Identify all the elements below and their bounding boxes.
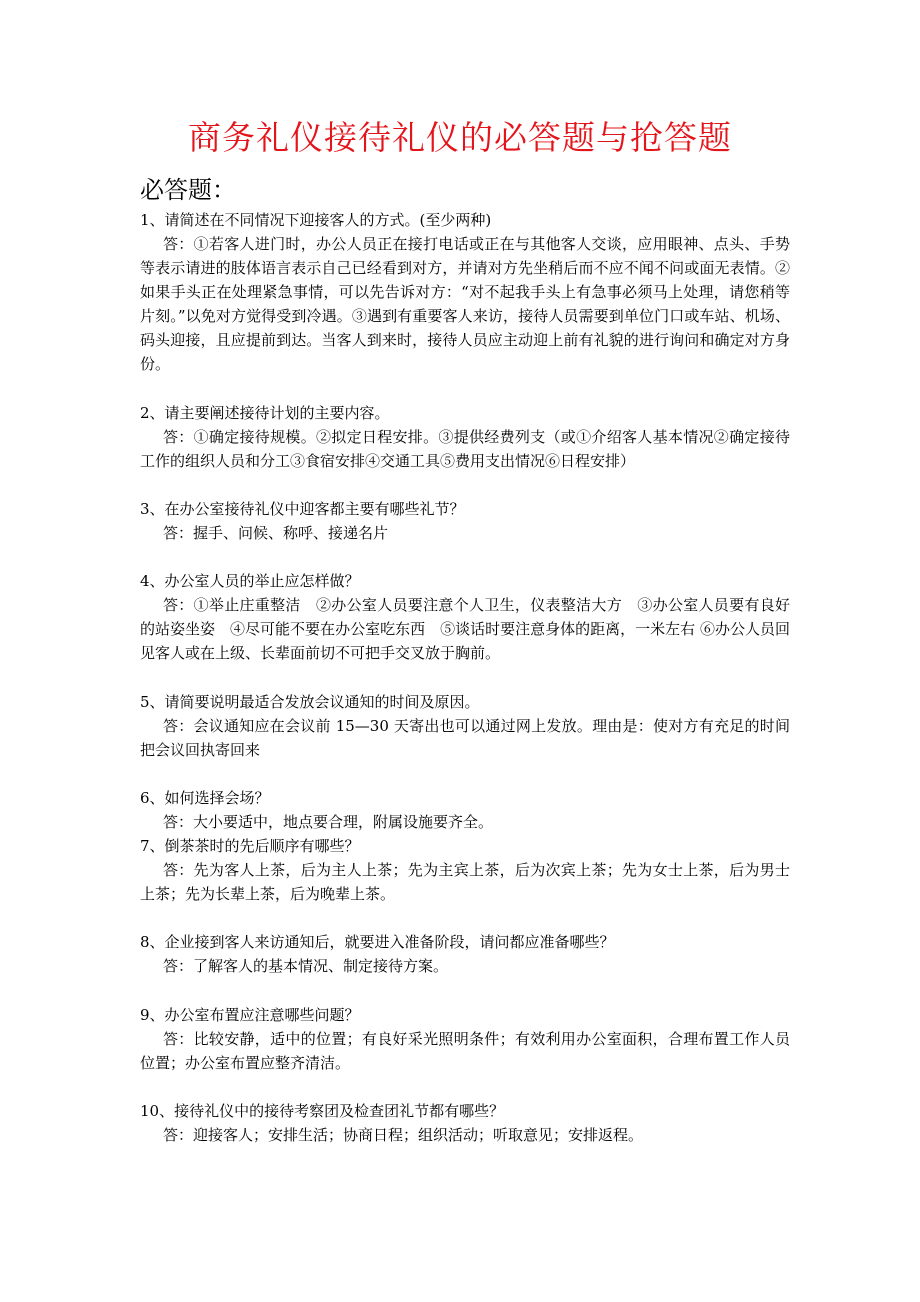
question-text: 6、如何选择会场？: [140, 789, 270, 807]
answer-text: 答：握手、问候、称呼、接递名片: [163, 524, 389, 542]
qa-item-5: [140, 690, 790, 762]
qa-item-2: [140, 401, 790, 473]
question-text: 9、办公室布置应注意哪些问题？: [140, 1006, 360, 1024]
question-text: 4、办公室人员的举止应怎样做？: [140, 572, 360, 590]
answer-text: 答：会议通知应在会议前 15—30 天寄出也可以通过网上发放。理由是：使对方有充足的时间把会议回执寄回来: [140, 717, 790, 759]
answer-text: 答：①举止庄重整洁 ②办公室人员要注意个人卫生，仪表整洁大方 ③办公室人员要有良好的站姿坐姿 ④尽可能不要在办公室吃东西 ⑤谈话时要注意身体的距离，一米左右 ⑥办公人员回见客人或在上级、长辈面前切不可把手交叉放于胸前。: [140, 596, 790, 662]
qa-item-4: [140, 569, 790, 665]
answer-text: 答：先为客人上茶，后为主人上茶；先为主宾上茶，后为次宾上茶；先为女士上茶，后为男士上茶；先为长辈上茶，后为晚辈上茶。: [140, 861, 790, 903]
qa-item-10: [140, 1099, 790, 1147]
qa-item-6: [140, 786, 790, 834]
answer-text: 答：比较安静，适中的位置；有良好采光照明条件；有效利用办公室面积，合理布置工作人员位置；办公室布置应整齐清洁。: [140, 1030, 790, 1072]
qa-item-7: [140, 834, 790, 906]
question-text: 1、请简述在不同情况下迎接客人的方式。(至少两种): [140, 211, 492, 229]
qa-item-1: [140, 208, 790, 376]
answer-text: 答：①确定接待规模。②拟定日程安排。③提供经费列支（或①介绍客人基本情况②确定接待工作的组织人员和分工③食宿安排④交通工具⑤费用支出情况⑥日程安排）: [140, 428, 790, 470]
qa-item-3: [140, 497, 790, 545]
question-text: 8、企业接到客人来访通知后，就要进入准备阶段，请问都应准备哪些？: [140, 933, 615, 951]
question-text: 10、接待礼仪中的接待考察团及检查团礼节都有哪些？: [140, 1102, 505, 1120]
question-text: 2、请主要阐述接待计划的主要内容。: [140, 404, 390, 422]
question-text: 3、在办公室接待礼仪中迎客都主要有哪些礼节？: [140, 500, 465, 518]
answer-text: 答：了解客人的基本情况、制定接待方案。: [163, 957, 449, 975]
document-title: 商务礼仪接待礼仪的必答题与抢答题: [188, 118, 732, 157]
question-text: 5、请简要说明最适合发放会议通知的时间及原因。: [140, 693, 480, 711]
answer-text: 答：迎接客人；安排生活；协商日程；组织活动；听取意见；安排返程。: [163, 1126, 644, 1144]
answer-text: 答：①若客人进门时，办公人员正在接打电话或正在与其他客人交谈，应用眼神、点头、手势等表示请进的肢体语言表示自己已经看到对方，并请对方先坐稍后而不应不闻不问或面无表情。②如果手头正在处理紧急事情，可以先告诉对方：“对不起我手头上有急事必须马上处理，请您稍等片刻。”以免对方觉得受到冷遇。③遇到有重要客人来访，接待人员需要到单位门口或车站、机场、码头迎接，且应提前到达。当客人到来时，接待人员应主动迎上前有礼貌的进行询问和确定对方身份。: [140, 235, 790, 373]
qa-item-9: [140, 1003, 790, 1075]
qa-item-8: [140, 930, 790, 978]
answer-text: 答：大小要适中，地点要合理，附属设施要齐全。: [163, 813, 494, 831]
question-text: 7、倒茶茶时的先后顺序有哪些？: [140, 837, 360, 855]
section-heading: 必答题：: [140, 176, 236, 204]
